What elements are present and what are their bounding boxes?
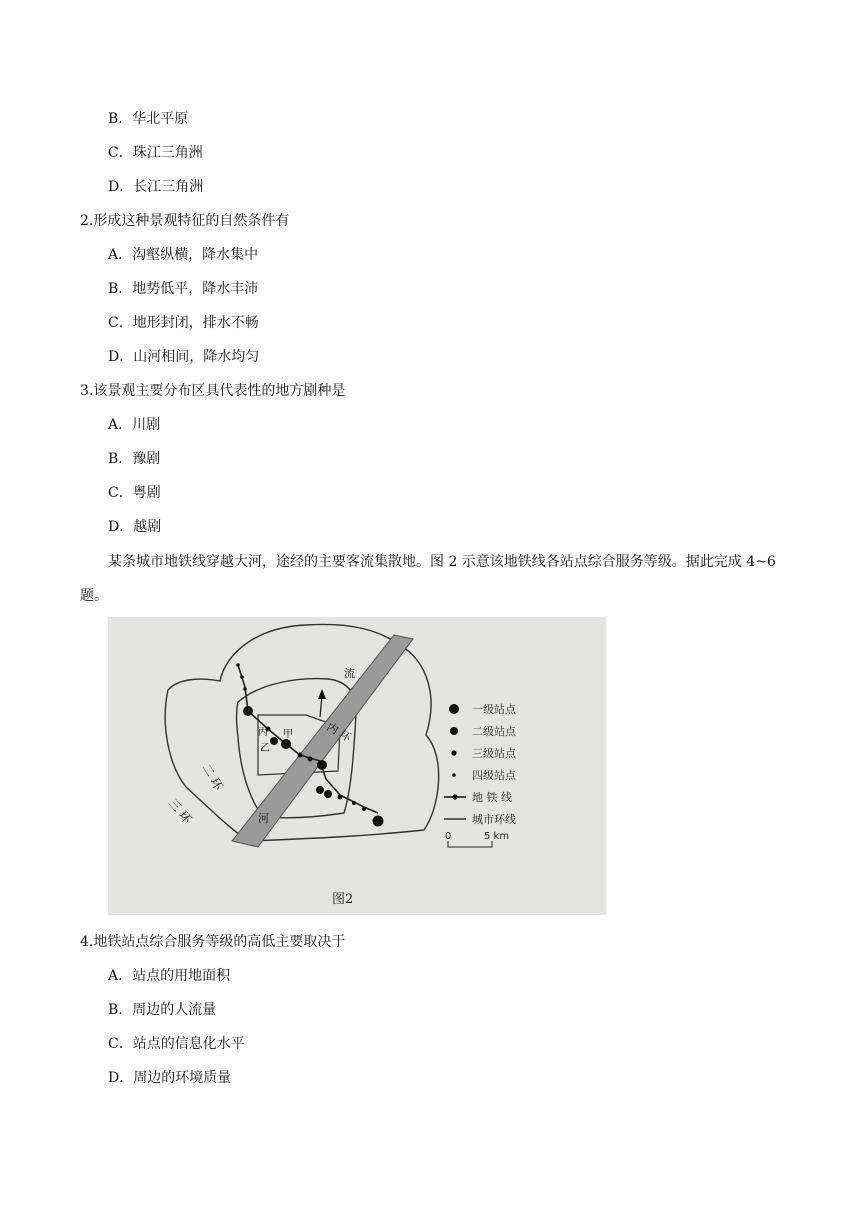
legend-symbol-level-3 — [451, 750, 456, 755]
option-c-q3: C．粤剧 — [108, 485, 161, 501]
station-label-jia: 甲 — [283, 729, 293, 740]
legend-label-level-4: 四级站点 — [472, 769, 516, 782]
station-level-3 — [338, 795, 343, 800]
station-label-bing: 丙 — [258, 727, 268, 738]
legend-label-level-1: 一级站点 — [472, 703, 516, 716]
option-c-q4: C．站点的信息化水平 — [108, 1036, 245, 1052]
station-level-4 — [240, 675, 244, 679]
scale-zero: 0 — [445, 831, 452, 842]
station-level-2 — [243, 706, 253, 716]
legend-label-level-2: 二级站点 — [472, 725, 516, 738]
station-level-4 — [362, 807, 366, 811]
option-b-q2: B．地势低平，降水丰沛 — [108, 281, 259, 297]
station-level-3 — [298, 753, 303, 758]
question-3: 3.该景观主要分布区具代表性的地方剧种是 — [80, 383, 346, 399]
station-label-yi: 乙 — [260, 743, 270, 754]
option-a-q2: A．沟壑纵横，降水集中 — [108, 247, 259, 263]
legend-symbol-subway-dot — [452, 794, 457, 799]
scale-label: 5 km — [484, 831, 510, 842]
legend-label-subway: 地 铁 线 — [472, 791, 512, 804]
station-yi — [270, 737, 278, 745]
station-level-4 — [243, 687, 247, 691]
subway-map-figure — [108, 617, 606, 915]
station-level-3 — [308, 757, 313, 762]
option-b-q1: B．华北平原 — [108, 111, 189, 127]
figure-caption: 图2 — [332, 892, 354, 907]
legend-label-ring: 城市环线 — [472, 813, 516, 826]
legend-symbol-level-1 — [449, 704, 459, 714]
second-ring-label: 二 环 — [199, 761, 226, 793]
option-b-q4: B．周边的人流量 — [108, 1002, 217, 1018]
option-d-q3: D．越剧 — [108, 519, 162, 535]
inner-ring-label: 内 环 — [324, 720, 354, 745]
river-label-top: 流 — [344, 667, 355, 680]
question-2: 2.形成这种景观特征的自然条件有 — [80, 213, 290, 229]
figure-background — [108, 617, 606, 915]
third-ring-label: 三 环 — [165, 795, 195, 827]
intro-paragraph: 某条城市地铁线穿越大河，途经的主要客流集散地。图 2 示意该地铁线各站点综合服务等级。据此完成 4~6 题。 — [80, 554, 776, 604]
option-d-q1: D．长江三角洲 — [108, 179, 204, 195]
legend-symbol-level-4 — [452, 773, 456, 777]
option-a-q4: A．站点的用地面积 — [108, 968, 231, 984]
station-level-2 — [324, 790, 332, 798]
legend-symbol-level-2 — [450, 727, 458, 735]
question-4: 4.地铁站点综合服务等级的高低主要取决于 — [80, 934, 346, 950]
option-d-q2: D．山河相间，降水均匀 — [108, 349, 260, 365]
legend-label-level-3: 三级站点 — [472, 747, 516, 760]
station-level-2 — [316, 786, 324, 794]
option-c-q2: C．地形封闭，排水不畅 — [108, 315, 259, 331]
station-level-2 — [317, 760, 327, 770]
station-level-1 — [373, 816, 384, 827]
option-d-q4: D．周边的环境质量 — [108, 1070, 232, 1086]
option-a-q3: A．川剧 — [108, 417, 161, 433]
station-level-4 — [352, 801, 356, 805]
option-b-q3: B．豫剧 — [108, 451, 161, 467]
station-jia — [281, 739, 291, 749]
option-c-q1: C．珠江三角洲 — [108, 145, 203, 161]
river-label-bottom: 河 — [258, 812, 269, 825]
station-level-4 — [236, 663, 240, 667]
